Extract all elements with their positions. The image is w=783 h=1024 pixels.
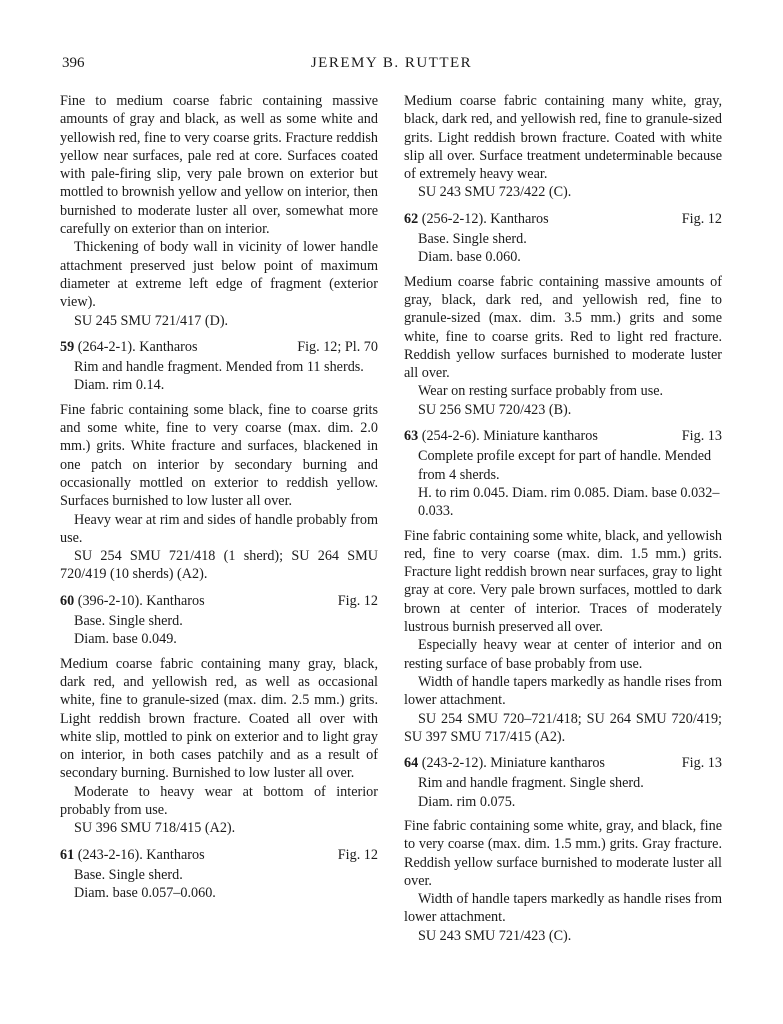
dimensions: Diam. base 0.057–0.060. <box>74 885 216 902</box>
provenance: SU 254 SMU 721/418 (1 sherd); SU 264 SMU 720/419 (10 sherds) (A2). <box>60 548 378 583</box>
provenance: SU 243 SMU 721/423 (C). <box>418 927 572 944</box>
figure-reference: Fig. 13 <box>681 755 722 772</box>
fabric-description: Medium coarse fabric containing many gray, black, dark red, and yellowish red, as well as occasional white, fine to granule-sized (max. dim. 2.5 mm.) grits. Light reddish brown fracture. Coated all over with white slip, mottled to pink on exterior and to light gray on interior, in both cases patchily and as a result of secondary burning. Burnished to low luster all over. <box>60 655 378 782</box>
page-number: 396 <box>62 55 85 71</box>
catalogue-title: (243-2-12). Miniature kantharos <box>418 755 605 772</box>
handle-note: Width of handle tapers markedly as handle rises from lower attachment. <box>404 673 722 709</box>
catalogue-title: (396-2-10). Kantharos <box>74 592 205 609</box>
paragraph: Medium coarse fabric containing many white, gray, black, dark red, and yellowish red, fine to granule-sized grits. Light reddish brown fracture. Coated with white slip all over. Surface treatment undeterminable because of extremely heavy wear. <box>404 93 722 183</box>
catalogue-heading-60 <box>60 592 378 610</box>
dimensions: H. to rim 0.045. Diam. rim 0.085. Diam. base 0.032–0.033. <box>418 484 720 520</box>
provenance: SU 243 SMU 723/422 (C). <box>418 184 572 201</box>
catalogue-title: (256-2-12). Kantharos <box>418 210 549 227</box>
description: Base. Single sherd. <box>74 613 183 630</box>
description: Rim and handle fragment. Single sherd. <box>418 775 644 792</box>
provenance: SU 396 SMU 718/415 (A2). <box>74 820 236 837</box>
figure-reference: Fig. 12 <box>337 846 378 863</box>
wear-note: Wear on resting surface probably from use. <box>418 383 664 400</box>
handle-note: Width of handle tapers markedly as handle rises from lower attachment. <box>404 891 722 926</box>
paragraph: SU 245 SMU 721/417 (D). <box>74 312 229 329</box>
catalogue-title: (243-2-16). Kantharos <box>74 846 205 863</box>
catalogue-number: 64 <box>404 755 419 772</box>
wear-note: Especially heavy wear at center of interior and on resting surface of base probably from use. <box>404 637 722 672</box>
fabric-description: Fine fabric containing some white, gray, and black, fine to very coarse (max. dim. 1.5 mm.) grits. Gray fracture. Reddish yellow surface burnished to moderate luster all over. <box>404 817 722 889</box>
figure-reference: Fig. 12 <box>337 592 378 609</box>
dimensions: Diam. base 0.060. <box>418 249 521 266</box>
catalogue-heading-64 <box>404 754 722 772</box>
figure-reference: Fig. 12; Pl. 70 <box>297 338 378 355</box>
paragraph: Fine to medium coarse fabric containing massive amounts of gray and black, as well as some white and yellowish red, fine to very coarse grits. Fracture reddish yellow near surfaces, pale red at core. Surfaces coated with pale-firing slip, very pale brown on exterior but mottled to brownish yellow and yellow on interior, then burnished to moderate luster all over, somewhat more carefully on exterior than on interior. <box>60 93 378 238</box>
catalogue-number: 63 <box>404 428 419 445</box>
left-column <box>60 92 378 902</box>
wear-note: Heavy wear at rim and sides of handle probably from use. <box>60 511 378 546</box>
fabric-description: Medium coarse fabric containing massive amounts of gray, black, dark red, and yellowish red, fine to granule-sized (max. dim. 3.5 mm.) grits and some white, fine to coarse grits. Red to light red fracture. Reddish yellow surfaces burnished to moderate luster all over. <box>404 273 722 382</box>
wear-note: Moderate to heavy wear at bottom of interior probably from use. <box>60 783 378 818</box>
fabric-description: Fine fabric containing some black, fine to coarse grits and some white, fine to very coarse (max. dim. 2.0 mm.) grits. White fracture and surfaces, blackened in one patch on interior by secondary burning and occasionally mottled on exterior to reddish yellow. Surfaces burnished to low luster all over. <box>60 401 378 510</box>
figure-reference: Fig. 12 <box>681 210 722 227</box>
provenance: SU 254 SMU 720–721/418; SU 264 SMU 720/419; SU 397 SMU 717/415 (A2). <box>404 710 722 745</box>
description: Base. Single sherd. <box>418 231 527 248</box>
catalogue-heading-63 <box>404 427 722 445</box>
catalogue-number: 62 <box>404 210 419 227</box>
right-column <box>404 92 722 945</box>
running-head-author: JEREMY B. RUTTER <box>310 55 473 71</box>
catalogue-heading-62 <box>404 210 722 228</box>
catalogue-title: (264-2-1). Kantharos <box>74 338 198 355</box>
description: Rim and handle fragment. Mended from 11 sherds. <box>74 359 364 376</box>
catalogue-number: 60 <box>60 592 75 609</box>
page-header <box>0 55 783 77</box>
provenance: SU 256 SMU 720/423 (B). <box>418 401 572 418</box>
catalogue-heading-61 <box>60 846 378 864</box>
catalogue-heading-59 <box>60 338 378 356</box>
fabric-description: Fine fabric containing some white, black, and yellowish red, fine to very coarse (max. dim. 1.5 mm.) grits. Fracture light reddish brown near surfaces, gray to light gray at core. Very pale brown surfaces, mottled to dark brown at center of interior. Traces of moderately lustrous burnish preserved all over. <box>404 527 722 636</box>
description: Complete profile except for part of handle. Mended from 4 sherds. <box>418 448 712 483</box>
catalogue-number: 61 <box>60 846 75 863</box>
dimensions: Diam. rim 0.075. <box>418 793 516 810</box>
figure-reference: Fig. 13 <box>681 428 722 445</box>
dimensions: Diam. rim 0.14. <box>74 377 165 394</box>
description: Base. Single sherd. <box>74 866 183 883</box>
catalogue-number: 59 <box>60 338 75 355</box>
paragraph: Thickening of body wall in vicinity of lower handle attachment preserved just below point of maximum diameter at extreme left edge of fragment (exterior view). <box>60 239 378 311</box>
dimensions: Diam. base 0.049. <box>74 631 177 648</box>
catalogue-title: (254-2-6). Miniature kantharos <box>418 428 598 445</box>
